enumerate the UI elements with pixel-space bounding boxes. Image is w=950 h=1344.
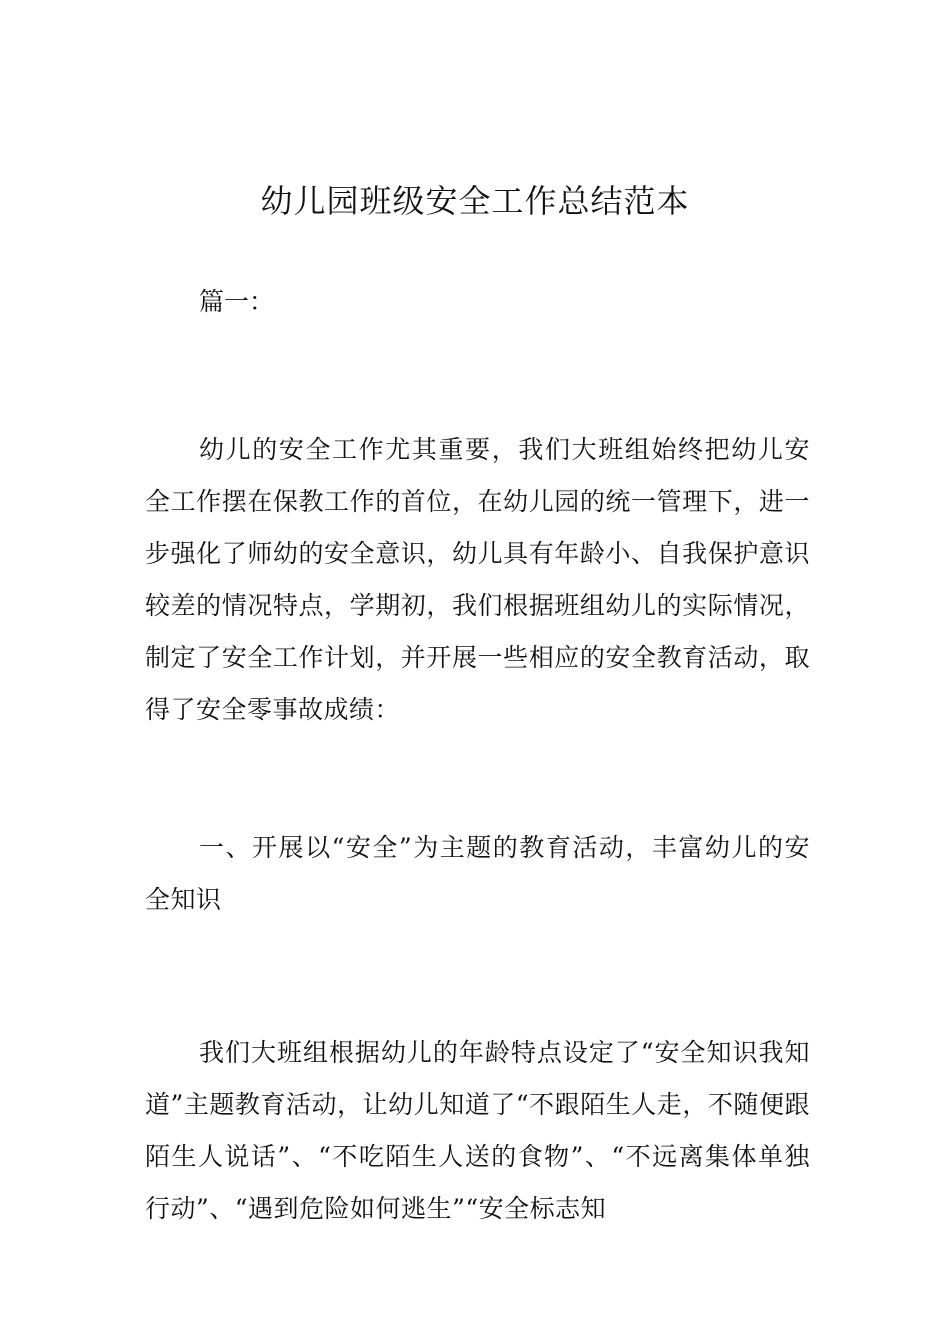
body-paragraph-one: 我们大班组根据幼儿的年龄特点设定了“安全知识我知道”主题教育活动，让幼儿知道了“不跟陌生人走，不随便跟陌生人说话”、“不吃陌生人送的食物”、“不远离集体单独行动”、“遇到危险如何逃生”“安全标志知 <box>145 1038 810 1223</box>
intro-paragraph: 幼儿的安全工作尤其重要，我们大班组始终把幼儿安全工作摆在保教工作的首位，在幼儿园的统一管理下，进一步强化了师幼的安全意识，幼儿具有年龄小、自我保护意识较差的情况特点，学期初，我们根据班组幼儿的实际情况，制定了安全工作计划，并开展一些相应的安全教育活动，取得了安全零事故成绩： <box>145 435 810 724</box>
section-heading-one: 一、开展以“安全”为主题的教育活动，丰富幼儿的安全知识 <box>145 833 810 914</box>
section-label: 篇一： <box>199 287 275 316</box>
document-title: 幼儿园班级安全工作总结范本 <box>260 182 690 220</box>
